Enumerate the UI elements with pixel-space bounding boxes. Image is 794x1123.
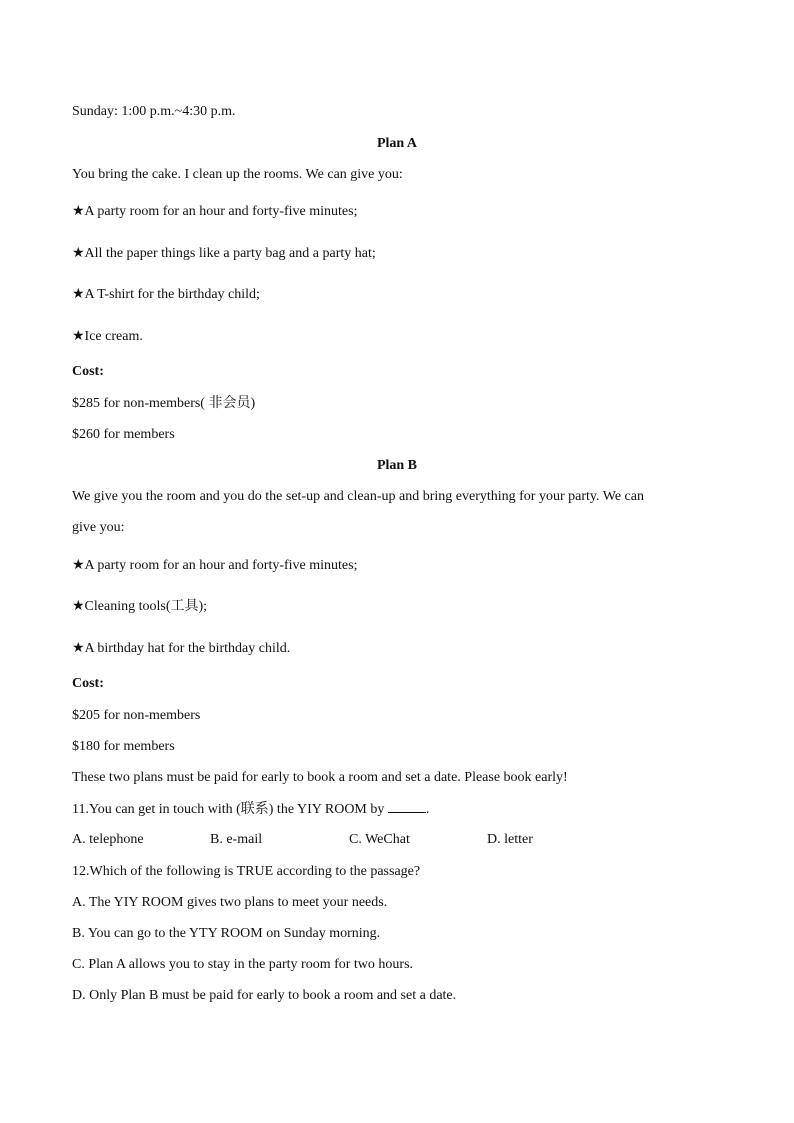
answer-blank [388, 800, 426, 813]
plan-a-item: ★All the paper things like a party bag and a party hat; [72, 246, 376, 261]
question-12-option-c: C. Plan A allows you to stay in the party room for two hours. [72, 957, 414, 972]
plan-a-cost-members: $260 for members [72, 427, 175, 442]
plan-b-heading: Plan B [376, 458, 418, 473]
question-11-stem [72, 800, 429, 819]
plan-b-cost-nonmembers: $205 for non-members [72, 708, 201, 723]
plan-a-cost-nonmembers: $285 for non-members( 非会员) [72, 396, 256, 411]
plan-b-item: ★Cleaning tools(工具); [72, 599, 208, 614]
plan-a-cost-label: Cost: [72, 364, 104, 379]
plan-a-heading: Plan A [376, 136, 418, 151]
question-12-option-a: A. The YIY ROOM gives two plans to meet your needs. [72, 895, 388, 910]
closing-note: These two plans must be paid for early to book a room and set a date. Please book early! [72, 770, 568, 785]
plan-b-cost-label: Cost: [72, 676, 104, 691]
question-12-stem: 12.Which of the following is TRUE according to the passage? [72, 864, 421, 879]
question-12-option-d: D. Only Plan B must be paid for early to book a room and set a date. [72, 988, 457, 1003]
opening-hours-sunday: Sunday: 1:00 p.m.~4:30 p.m. [72, 104, 236, 119]
question-12-option-b: B. You can go to the YTY ROOM on Sunday morning. [72, 926, 381, 941]
option-a: A. telephone [72, 832, 144, 847]
question-11-text: 11.You can get in touch with (联系) the YIY ROOM by [72, 802, 385, 817]
option-c: C. WeChat [349, 832, 410, 847]
plan-a-item: ★A T-shirt for the birthday child; [72, 287, 260, 302]
plan-b-cost-members: $180 for members [72, 739, 175, 754]
plan-b-intro-line1: We give you the room and you do the set-up and clean-up and bring everything for your party. We can [72, 489, 644, 504]
option-d: D. letter [487, 832, 533, 847]
question-11-end: . [425, 802, 430, 817]
plan-b-item: ★A birthday hat for the birthday child. [72, 641, 291, 656]
question-11-options [72, 831, 722, 849]
plan-b-intro-line2: give you: [72, 520, 125, 535]
plan-b-item: ★A party room for an hour and forty-five minutes; [72, 558, 358, 573]
plan-a-item: ★A party room for an hour and forty-five minutes; [72, 204, 358, 219]
plan-a-intro: You bring the cake. I clean up the rooms. We can give you: [72, 167, 403, 182]
plan-a-item: ★Ice cream. [72, 329, 143, 344]
option-b: B. e-mail [210, 832, 263, 847]
